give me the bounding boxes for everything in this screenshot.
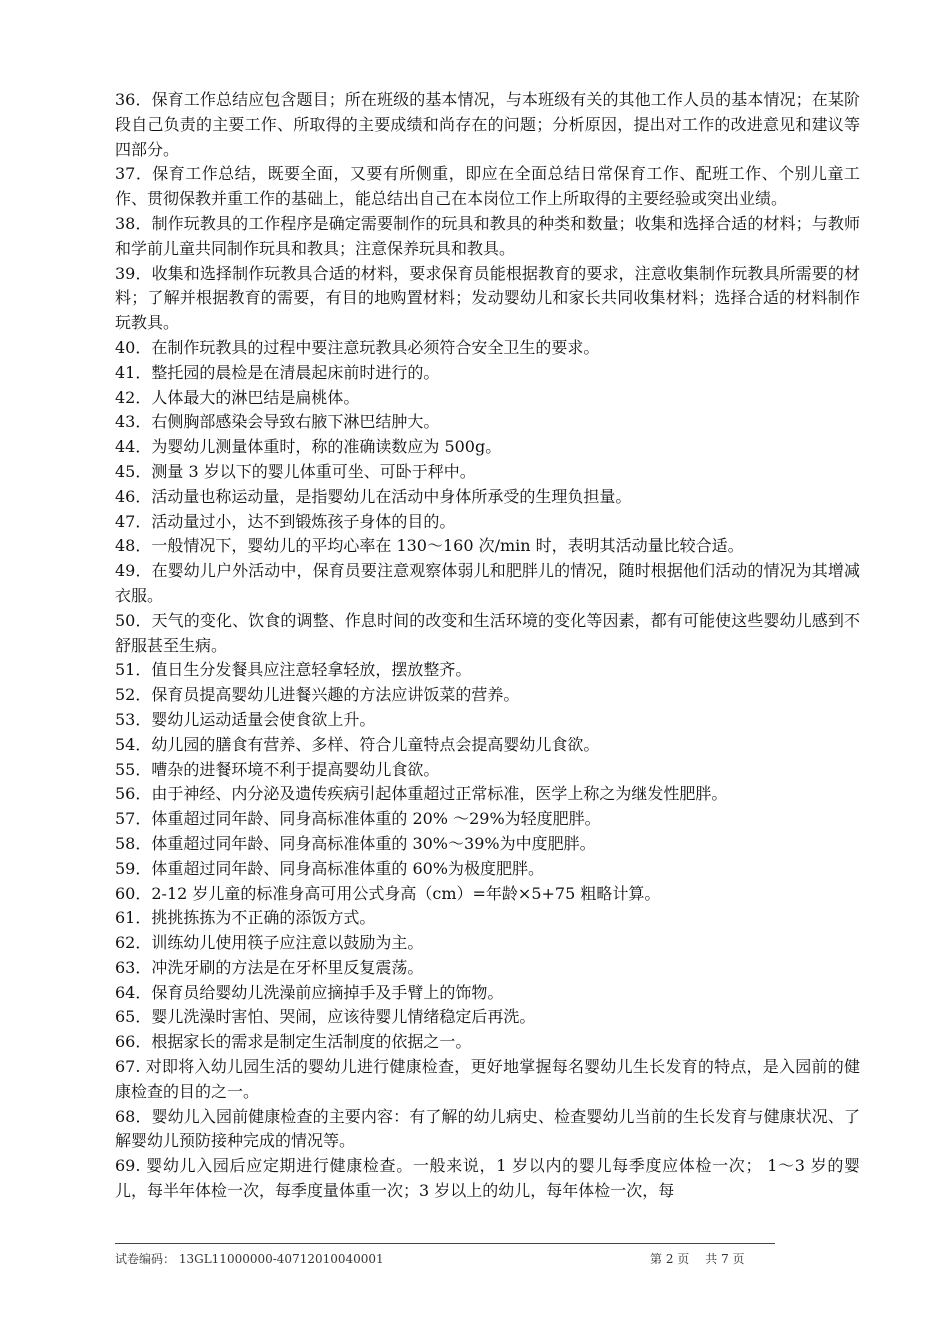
list-item: 49．在婴幼儿户外活动中，保育员要注意观察体弱儿和肥胖儿的情况，随时根据他们活动的情况为其增减衣服。: [115, 561, 860, 605]
list-item: 43．右侧胸部感染会导致右腋下淋巴结肿大。: [115, 412, 440, 432]
list-item: 65．婴儿洗澡时害怕、哭闹，应该待婴儿情绪稳定后再洗。: [115, 1007, 536, 1027]
list-item: 42．人体最大的淋巴结是扁桃体。: [115, 387, 360, 407]
exam-code-value: 13GL11000000-40712010040001: [178, 1252, 384, 1266]
list-item: 36．保育工作总结应包含题目；所在班级的基本情况，与本班级有关的其他工作人员的基本情况；在某阶段自己负责的主要工作、所取得的主要成绩和尚存在的问题；分析原因，提出对工作的改进意见和建议等四部分。: [115, 90, 860, 159]
list-item: 41．整托园的晨检是在清晨起床前时进行的。: [115, 362, 440, 382]
page-current: 第 2 页: [650, 1252, 690, 1266]
document-body: [115, 88, 860, 1204]
exam-code: [115, 1250, 384, 1267]
list-item: 67. 对即将入幼儿园生活的婴幼儿进行健康检查，更好地掌握每名婴幼儿生长发育的特点，是入园前的健康检查的目的之一。: [115, 1057, 860, 1101]
list-item: 54．幼儿园的膳食有营养、多样、符合儿童特点会提高婴幼儿食欲。: [115, 734, 600, 754]
page-total: 共 7 页: [705, 1252, 745, 1266]
list-item: 63．冲洗牙刷的方法是在牙杯里反复震荡。: [115, 957, 424, 977]
footer-divider: [115, 1243, 775, 1244]
list-item: 69. 婴幼儿入园后应定期进行健康检查。一般来说，1 岁以内的婴儿每季度应体检一次； 1～3 岁的婴儿，每半年体检一次，每季度量体重一次；3 岁以上的幼儿，每年体检一次，每: [115, 1156, 860, 1201]
list-item: 59．体重超过同年龄、同身高标准体重的 60%为极度肥胖。: [115, 858, 545, 878]
list-item: 44．为婴幼儿测量体重时，称的准确读数应为 500g。: [115, 437, 502, 457]
list-item: 50．天气的变化、饮食的调整、作息时间的改变和生活环境的变化等因素，都有可能使这些婴幼儿感到不舒服甚至生病。: [115, 610, 860, 655]
list-item: 66．根据家长的需求是制定生活制度的依据之一。: [115, 1032, 472, 1052]
list-item: 47．活动量过小，达不到锻炼孩子身体的目的。: [115, 511, 456, 531]
list-item: 61．挑挑拣拣为不正确的添饭方式。: [115, 908, 376, 928]
list-item: 52．保育员提高婴幼儿进餐兴趣的方法应讲饭菜的营养。: [115, 685, 520, 705]
list-item: 45．测量 3 岁以下的婴儿体重可坐、可卧于秤中。: [115, 461, 476, 481]
list-item: 58．体重超过同年龄、同身高标准体重的 30%～39%为中度肥胖。: [115, 833, 596, 853]
list-item: 39．收集和选择制作玩教具合适的材料，要求保育员能根据教育的要求，注意收集制作玩教具所需要的材料；了解并根据教育的需要，有目的地购置材料；发动婴幼儿和家长共同收集材料；选择合适的材料制作玩教具。: [115, 263, 860, 333]
list-item: 40．在制作玩教具的过程中要注意玩教具必须符合安全卫生的要求。: [115, 337, 600, 357]
list-item: 37．保育工作总结，既要全面，又要有所侧重，即应在全面总结日常保育工作、配班工作、个别儿童工作、贯彻保教并重工作的基础上，能总结出自己在本岗位工作上所取得的主要经验或突出业绩。: [115, 164, 860, 209]
list-item: 64．保育员给婴幼儿洗澡前应摘掉手及手臂上的饰物。: [115, 982, 504, 1002]
list-item: 38．制作玩教具的工作程序是确定需要制作的玩具和教具的种类和数量；收集和选择合适的材料；与教师和学前儿童共同制作玩具和教具；注意保养玩具和教具。: [115, 213, 860, 258]
list-item: 55．嘈杂的进餐环境不利于提高婴幼儿食欲。: [115, 759, 440, 779]
list-item: 62．训练幼儿使用筷子应注意以鼓励为主。: [115, 933, 424, 953]
page-number: [650, 1250, 745, 1267]
list-item: 53．婴幼儿运动适量会使食欲上升。: [115, 709, 376, 729]
list-item: 48．一般情况下，婴幼儿的平均心率在 130～160 次/min 时，表明其活动量比较合适。: [115, 536, 744, 556]
list-item: 46．活动量也称运动量，是指婴幼儿在活动中身体所承受的生理负担量。: [115, 486, 632, 506]
list-item: 68．婴幼儿入园前健康检查的主要内容：有了解的幼儿病史、检查婴幼儿当前的生长发育与健康状况、了解婴幼儿预防接种完成的情况等。: [115, 1106, 860, 1151]
list-item: 60．2-12 岁儿童的标准身高可用公式身高（cm）=年龄×5+75 粗略计算。: [115, 883, 661, 903]
list-item: 51．值日生分发餐具应注意轻拿轻放，摆放整齐。: [115, 660, 472, 680]
list-item: 57．体重超过同年龄、同身高标准体重的 20% ～29%为轻度肥胖。: [115, 809, 601, 829]
exam-code-label: 试卷编码：: [115, 1252, 176, 1266]
list-item: 56．由于神经、内分泌及遗传疾病引起体重超过正常标准，医学上称之为继发性肥胖。: [115, 784, 728, 804]
